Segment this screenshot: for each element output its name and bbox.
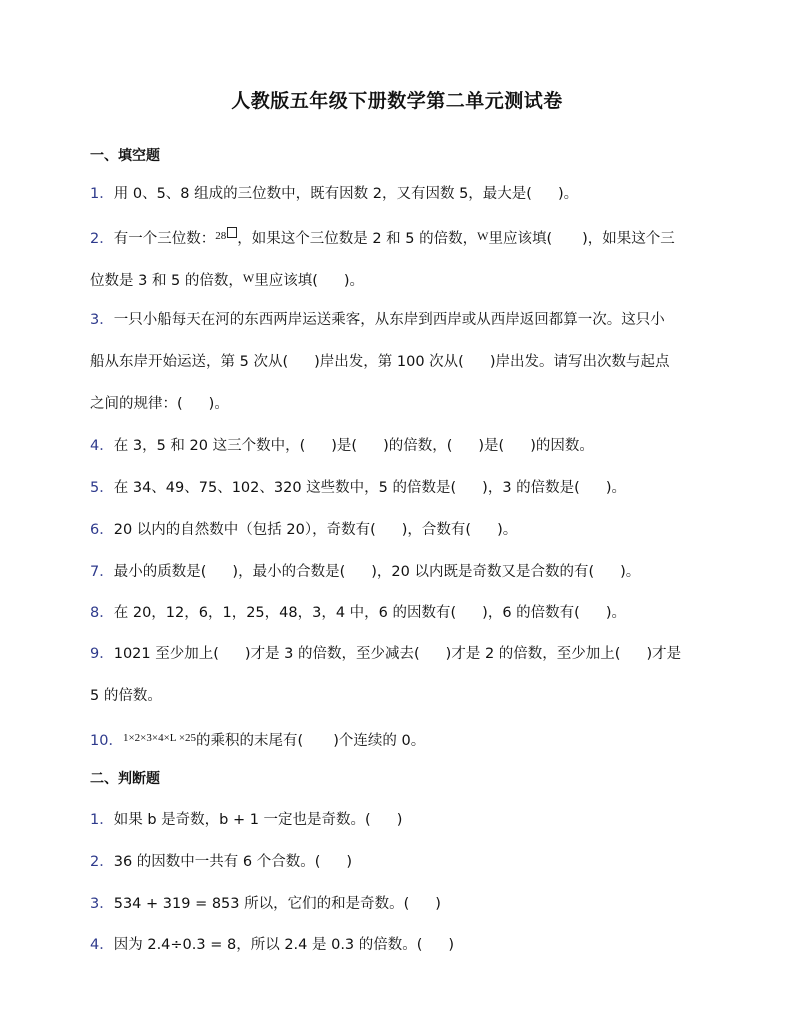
question-text: ，如果这个三位数是 2 和 5 的倍数， bbox=[237, 231, 478, 247]
question-1-9 bbox=[90, 644, 730, 664]
question-text: 在 3，5 和 20 这三个数中，( bbox=[113, 438, 306, 454]
question-text: 用 0、5、8 组成的三位数中，既有因数 2，又有因数 5，最大是( bbox=[113, 186, 532, 202]
question-1-7 bbox=[90, 562, 730, 582]
placeholder-letter: W bbox=[477, 229, 489, 243]
section-heading-fill-in: 一、填空题 bbox=[90, 148, 160, 164]
question-1-8 bbox=[90, 603, 730, 623]
question-number: 4． bbox=[90, 937, 114, 953]
question-text: )，6 的倍数有( bbox=[482, 605, 580, 621]
question-text: )的倍数，( bbox=[383, 438, 453, 454]
question-text: )，如果这个三 bbox=[582, 231, 675, 247]
question-number: 9． bbox=[90, 646, 114, 662]
question-1-5 bbox=[90, 478, 730, 498]
question-text: )。 bbox=[497, 522, 518, 538]
question-1-3-cont bbox=[90, 352, 730, 372]
question-text: )的因数。 bbox=[530, 438, 594, 454]
question-text: 之间的规律：( bbox=[90, 396, 183, 412]
question-text: ) bbox=[448, 937, 455, 953]
question-text: )，3 的倍数是( bbox=[482, 480, 580, 496]
question-1-10 bbox=[90, 728, 730, 751]
question-1-4 bbox=[90, 436, 730, 456]
product-expression: 1×2×3×4×L ×25 bbox=[122, 732, 197, 744]
question-text: ) bbox=[435, 896, 441, 912]
question-text: 5 的倍数。 bbox=[90, 688, 162, 704]
question-text: 有一个三位数： bbox=[113, 231, 216, 247]
question-number: 1． bbox=[90, 812, 114, 828]
question-number: 5． bbox=[90, 480, 114, 496]
question-text: 的乘积的末尾有( bbox=[196, 733, 304, 749]
question-2-2 bbox=[90, 852, 730, 872]
question-text: )才是 bbox=[646, 646, 682, 662]
question-text: )。 bbox=[620, 564, 641, 580]
question-2-1 bbox=[90, 810, 730, 830]
question-1-9-cont bbox=[90, 686, 730, 706]
question-text: )。 bbox=[557, 186, 579, 202]
question-number: 8． bbox=[90, 605, 114, 621]
question-text: )岸出发。请写出次数与起点 bbox=[489, 354, 670, 370]
placeholder-letter: W bbox=[242, 271, 255, 285]
digit-box-icon bbox=[227, 227, 237, 238]
question-text: )，20 以内既是奇数又是合数的有( bbox=[371, 564, 595, 580]
question-1-3 bbox=[90, 310, 730, 330]
question-text: 里应该填( bbox=[254, 273, 318, 289]
question-text: 20 以内的自然数中（包括 20），奇数有( bbox=[113, 522, 376, 538]
question-text: 534 + 319 = 853 所以，它们的和是奇数。( bbox=[113, 896, 410, 912]
question-text: )，最小的合数是( bbox=[232, 564, 346, 580]
question-text: )个连续的 0。 bbox=[333, 733, 426, 749]
question-text: 因为 2.4÷0.3 = 8，所以 2.4 是 0.3 的倍数。( bbox=[113, 937, 423, 953]
question-text: )。 bbox=[605, 605, 626, 621]
question-text: 36 的因数中一共有 6 个合数。( bbox=[113, 854, 321, 870]
question-2-3 bbox=[90, 894, 730, 914]
section-heading-true-false: 二、判断题 bbox=[90, 771, 160, 787]
question-text: 如果 b 是奇数，b + 1 一定也是奇数。( bbox=[113, 812, 371, 828]
question-number: 10． bbox=[90, 733, 123, 749]
question-1-2 bbox=[90, 226, 730, 249]
question-number: 6． bbox=[90, 522, 114, 538]
question-text: 1021 至少加上( bbox=[113, 646, 219, 662]
question-text: )岸出发，第 100 次从( bbox=[314, 354, 464, 370]
question-text: )。 bbox=[208, 396, 229, 412]
question-text: )。 bbox=[605, 480, 626, 496]
question-number: 2． bbox=[90, 854, 114, 870]
question-number: 1． bbox=[90, 186, 114, 202]
question-1-2-cont bbox=[90, 268, 730, 291]
question-number: 7． bbox=[90, 564, 114, 580]
question-text: 在 20，12，6，1，25，48，3，4 中，6 的因数有( bbox=[113, 605, 457, 621]
question-number: 3． bbox=[90, 312, 114, 328]
question-number: 2． bbox=[90, 231, 114, 247]
question-1-1 bbox=[90, 184, 730, 204]
question-number: 3． bbox=[90, 896, 114, 912]
question-text: ) bbox=[346, 854, 353, 870]
question-text: )，合数有( bbox=[401, 522, 472, 538]
question-number: 4． bbox=[90, 438, 114, 454]
question-text: )才是 3 的倍数，至少减去( bbox=[244, 646, 420, 662]
page-title: 人教版五年级下册数学第二单元测试卷 bbox=[231, 90, 563, 112]
question-text: )。 bbox=[343, 273, 365, 289]
question-text: )是( bbox=[478, 438, 505, 454]
question-text: 位数是 3 和 5 的倍数， bbox=[90, 273, 243, 289]
question-1-3-cont2 bbox=[90, 394, 730, 414]
question-text: 里应该填( bbox=[488, 231, 553, 247]
question-text: 船从东岸开始运送，第 5 次从( bbox=[90, 354, 289, 370]
question-text: ) bbox=[396, 812, 403, 828]
number-prefix: 28 bbox=[215, 230, 227, 242]
question-text: )是( bbox=[331, 438, 358, 454]
question-text: 在 34、49、75、102、320 这些数中，5 的倍数是( bbox=[113, 480, 457, 496]
question-text: 最小的质数是( bbox=[113, 564, 207, 580]
question-text: )才是 2 的倍数，至少加上( bbox=[445, 646, 621, 662]
question-1-6 bbox=[90, 520, 730, 540]
question-text: 一只小船每天在河的东西两岸运送乘客，从东岸到西岸或从西岸返回都算一次。这只小 bbox=[113, 312, 665, 328]
question-2-4 bbox=[90, 935, 730, 955]
